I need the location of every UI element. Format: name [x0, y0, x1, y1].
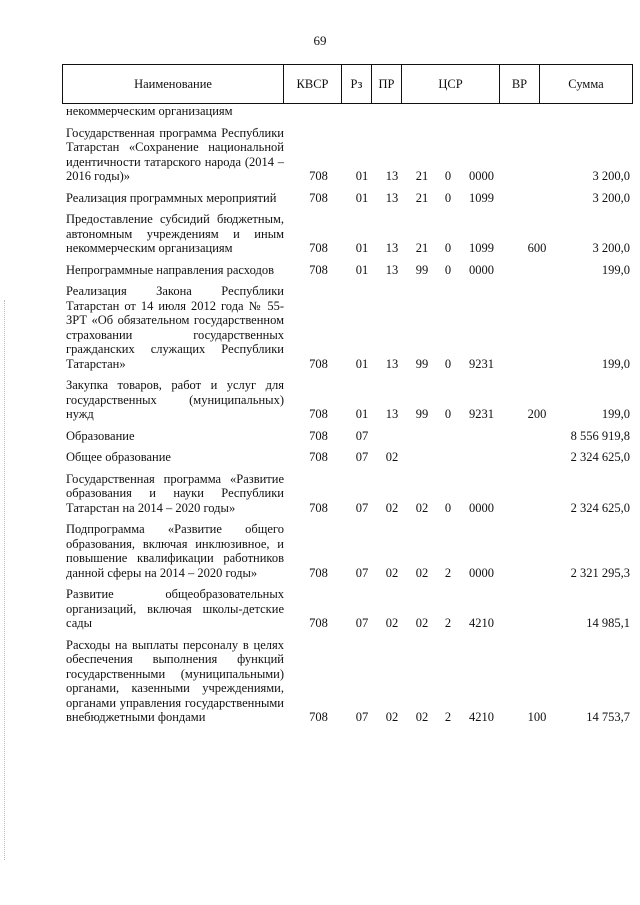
row-name: Реализация Закона Республики Татарстан от 14 июля 2012 года № 55-ЗРТ «Об обязательном государственном страховании государственных гражданских служащих Республики Татарстан»	[66, 284, 284, 371]
row-csr-sub: 0	[444, 356, 452, 371]
row-rz: 07	[355, 565, 369, 580]
table-row	[62, 429, 633, 444]
table-header	[62, 64, 633, 104]
table-row	[62, 522, 633, 580]
table-row	[62, 191, 633, 206]
row-rz: 01	[355, 169, 369, 183]
row-kvsr: 708	[309, 616, 328, 630]
row-csr-direction: 1099	[469, 241, 494, 255]
row-name: некоммерческим организациям	[66, 104, 233, 118]
table-row	[62, 263, 633, 278]
scan-edge-dots	[4, 300, 7, 860]
row-kvsr: 708	[309, 241, 328, 255]
header-csr: ЦСР	[401, 65, 499, 103]
row-name: Закупка товаров, работ и услуг для государственных (муниципальных) нужд	[66, 378, 284, 421]
row-csr-program: 99	[415, 356, 429, 371]
row-csr-program: 02	[415, 500, 429, 515]
header-rz: Рз	[341, 65, 371, 103]
table-body	[62, 104, 633, 732]
row-csr-direction: 9231	[469, 356, 494, 371]
row-pr: 13	[385, 356, 399, 371]
header-sum: Сумма	[539, 65, 632, 103]
page-number: 69	[313, 33, 327, 48]
row-vr: 600	[527, 241, 547, 255]
row-pr: 02	[385, 565, 399, 580]
row-csr-direction: 0000	[469, 500, 494, 515]
row-rz: 07	[355, 428, 369, 443]
header-pr: ПР	[371, 65, 401, 103]
row-csr-sub: 0	[444, 190, 452, 205]
row-pr: 13	[385, 190, 399, 205]
row-name: Развитие общеобразовательных организаций, включая школы-детские сады	[66, 587, 284, 630]
row-csr-direction: 4210	[469, 710, 494, 724]
header-vr: ВР	[499, 65, 539, 103]
row-csr-program: 21	[415, 241, 429, 255]
row-kvsr: 708	[309, 407, 328, 421]
row-rz: 01	[355, 356, 369, 371]
row-pr: 13	[385, 241, 399, 255]
row-csr-program: 21	[415, 190, 429, 205]
row-sum: 14 753,7	[586, 710, 630, 724]
header-kvsr: КВСР	[283, 65, 341, 103]
row-sum: 2 324 625,0	[570, 450, 630, 464]
row-kvsr: 708	[309, 356, 328, 371]
table-row	[62, 472, 633, 516]
row-sum: 3 200,0	[592, 169, 630, 183]
table-row	[62, 450, 633, 465]
row-name: Государственная программа «Развитие образования и науки Республики Татарстан на 2014 – 2020 годы»	[66, 471, 284, 515]
row-pr: 02	[385, 450, 399, 464]
row-pr: 02	[385, 616, 399, 630]
row-sum: 2 324 625,0	[570, 500, 630, 515]
row-csr-sub: 0	[444, 169, 452, 183]
row-rz: 07	[355, 500, 369, 515]
header-name: Наименование	[134, 76, 212, 91]
row-sum: 3 200,0	[592, 241, 630, 255]
row-name: Расходы на выплаты персоналу в целях обеспечения выполнения функций государственными (муниципальными) органами, казенными учреждениями, органами управления государственными внебюджетными фондами	[66, 637, 284, 724]
table-row	[62, 126, 633, 184]
row-kvsr: 708	[309, 190, 328, 205]
row-csr-program: 99	[415, 407, 429, 421]
row-sum: 3 200,0	[592, 190, 630, 205]
row-name: Образование	[66, 428, 135, 443]
row-sum: 14 985,1	[586, 616, 630, 630]
row-csr-sub: 2	[444, 616, 452, 630]
row-csr-sub: 0	[444, 500, 452, 515]
table-row	[62, 587, 633, 631]
row-csr-sub: 0	[444, 262, 452, 277]
row-vr: 100	[527, 710, 547, 724]
row-csr-direction: 0000	[469, 565, 494, 580]
row-pr: 13	[385, 169, 399, 183]
row-csr-direction: 1099	[469, 190, 494, 205]
row-name: Государственная программа Республики Татарстан «Сохранение национальной идентичности татарского народа (2014 – 2016 годы)»	[66, 125, 284, 183]
row-sum: 2 321 295,3	[570, 565, 630, 580]
row-name: Общее образование	[66, 450, 171, 464]
row-vr: 200	[527, 407, 547, 421]
row-kvsr: 708	[309, 428, 328, 443]
row-sum: 8 556 919,8	[570, 428, 630, 443]
row-name: Реализация программных мероприятий	[66, 190, 277, 205]
row-sum: 199,0	[601, 262, 630, 277]
row-kvsr: 708	[309, 500, 328, 515]
row-rz: 01	[355, 241, 369, 255]
row-kvsr: 708	[309, 565, 328, 580]
table-row	[62, 638, 633, 725]
row-kvsr: 708	[309, 169, 328, 183]
row-sum: 199,0	[601, 356, 630, 371]
row-rz: 01	[355, 190, 369, 205]
row-rz: 01	[355, 407, 369, 421]
row-pr: 13	[385, 407, 399, 421]
row-csr-sub: 2	[444, 565, 452, 580]
row-name: Непрограммные направления расходов	[66, 262, 274, 277]
row-csr-sub: 2	[444, 710, 452, 724]
table-row	[62, 104, 633, 119]
row-kvsr: 708	[309, 710, 328, 724]
row-sum: 199,0	[601, 407, 630, 421]
row-pr: 13	[385, 262, 399, 277]
row-csr-direction: 4210	[469, 616, 494, 630]
row-csr-sub: 0	[444, 407, 452, 421]
row-rz: 01	[355, 262, 369, 277]
row-name: Подпрограмма «Развитие общего образования, включая инклюзивное, и повышение квалификации работников данной сферы на 2014 – 2020 годы»	[66, 522, 284, 580]
table-row	[62, 212, 633, 256]
row-rz: 07	[355, 450, 369, 464]
table-row	[62, 284, 633, 371]
row-kvsr: 708	[309, 450, 328, 464]
row-csr-program: 99	[415, 262, 429, 277]
table-row	[62, 378, 633, 422]
row-csr-program: 21	[415, 169, 429, 183]
row-pr: 02	[385, 500, 399, 515]
row-csr-direction: 0000	[469, 262, 494, 277]
row-csr-direction: 0000	[469, 169, 494, 183]
row-name: Предоставление субсидий бюджетным, автономным учреждениям и иным некоммерческим организациям	[66, 212, 284, 255]
row-rz: 07	[355, 710, 369, 724]
row-csr-sub: 0	[444, 241, 452, 255]
row-kvsr: 708	[309, 262, 328, 277]
row-rz: 07	[355, 616, 369, 630]
row-csr-program: 02	[415, 710, 429, 724]
row-csr-direction: 9231	[469, 407, 494, 421]
row-csr-program: 02	[415, 616, 429, 630]
row-pr: 02	[385, 710, 399, 724]
row-csr-program: 02	[415, 565, 429, 580]
